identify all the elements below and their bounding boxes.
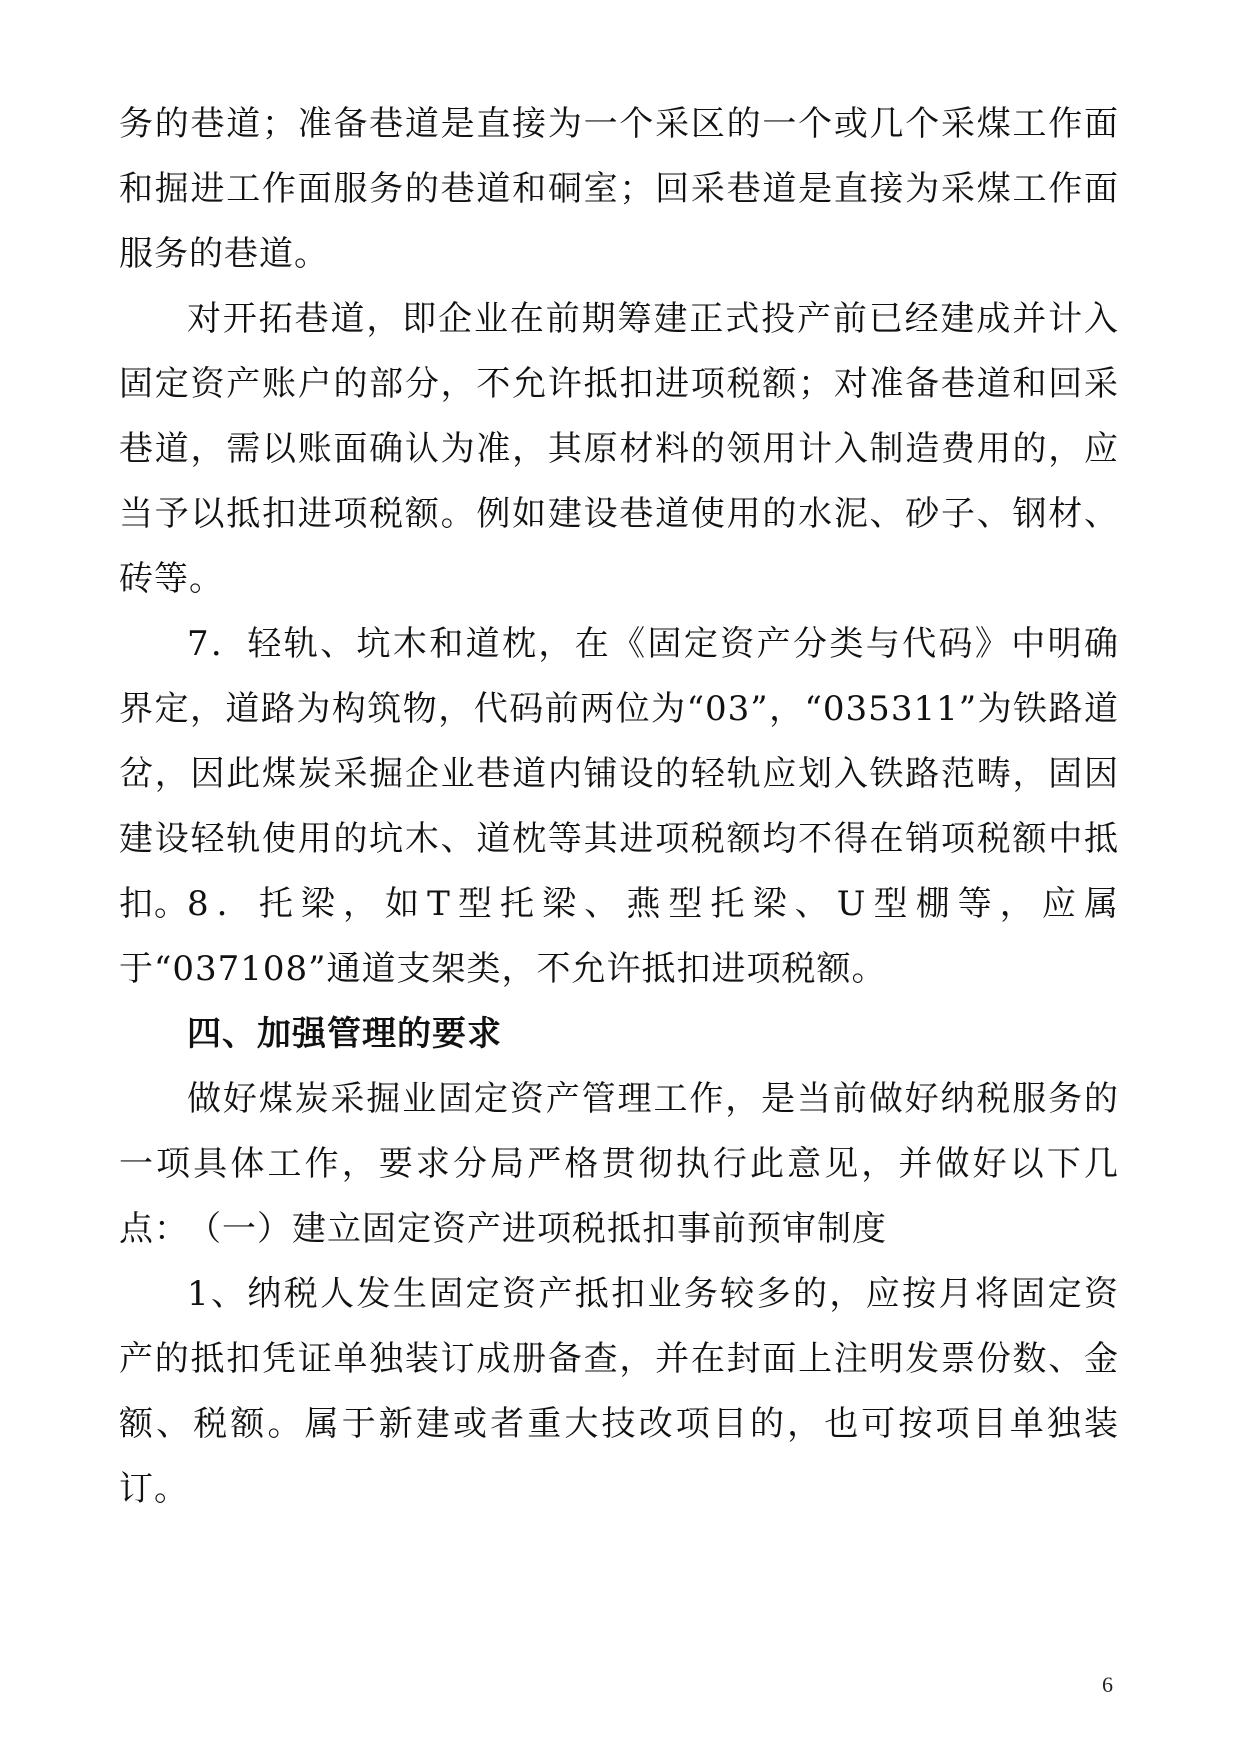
paragraph-roadway-definitions: 务的巷道；准备巷道是直接为一个采区的一个或几个采煤工作面和掘进工作面服务的巷道和硐室；回采巷道是直接为采煤工作面服务的巷道。 — [119, 104, 1119, 274]
paragraph-item-8-support-beams: 8．托梁，如T型托梁、燕型托梁、U型棚等，应属于“037108”通道支架类，不允许抵扣进项税额。 — [119, 884, 1119, 989]
paragraph-development-roadway-deduction: 对开拓巷道，即企业在前期筹建正式投产前已经建成并计入固定资产账户的部分，不允许抵扣进项税额；对准备巷道和回采巷道，需以账面确认为准，其原材料的领用计入制造费用的，应当予以抵扣进项税额。例如建设巷道使用的水泥、砂子、钢材、砖等。 — [119, 299, 1119, 599]
page-number: 6 — [1102, 1672, 1113, 1697]
paragraph-item-7-light-rail: 7．轻轨、坑木和道枕，在《固定资产分类与代码》中明确界定，道路为构筑物，代码前两位为“03”，“035311”为铁路道岔，因此煤炭采掘企业巷道内铺设的轻轨应划入铁路范畴，固因建设轻轨使用的坑木、道枕等其进项税额均不得在销项税额中抵扣。 — [119, 624, 1119, 924]
subheading-pre-review-system: （一）建立固定资产进项税抵扣事前预审制度 — [187, 1209, 887, 1249]
paragraph-item-1-binding-vouchers: 1、纳税人发生固定资产抵扣业务较多的，应按月将固定资产的抵扣凭证单独装订成册备查，并在封面上注明发票份数、金额、税额。属于新建或者重大技改项目的，也可按项目单独装订。 — [119, 1274, 1119, 1509]
paragraph-management-intro: 做好煤炭采掘业固定资产管理工作，是当前做好纳税服务的一项具体工作，要求分局严格贯彻执行此意见，并做好以下几点： — [119, 1079, 1119, 1249]
section-heading-management-requirements: 四、加强管理的要求 — [187, 1014, 502, 1054]
